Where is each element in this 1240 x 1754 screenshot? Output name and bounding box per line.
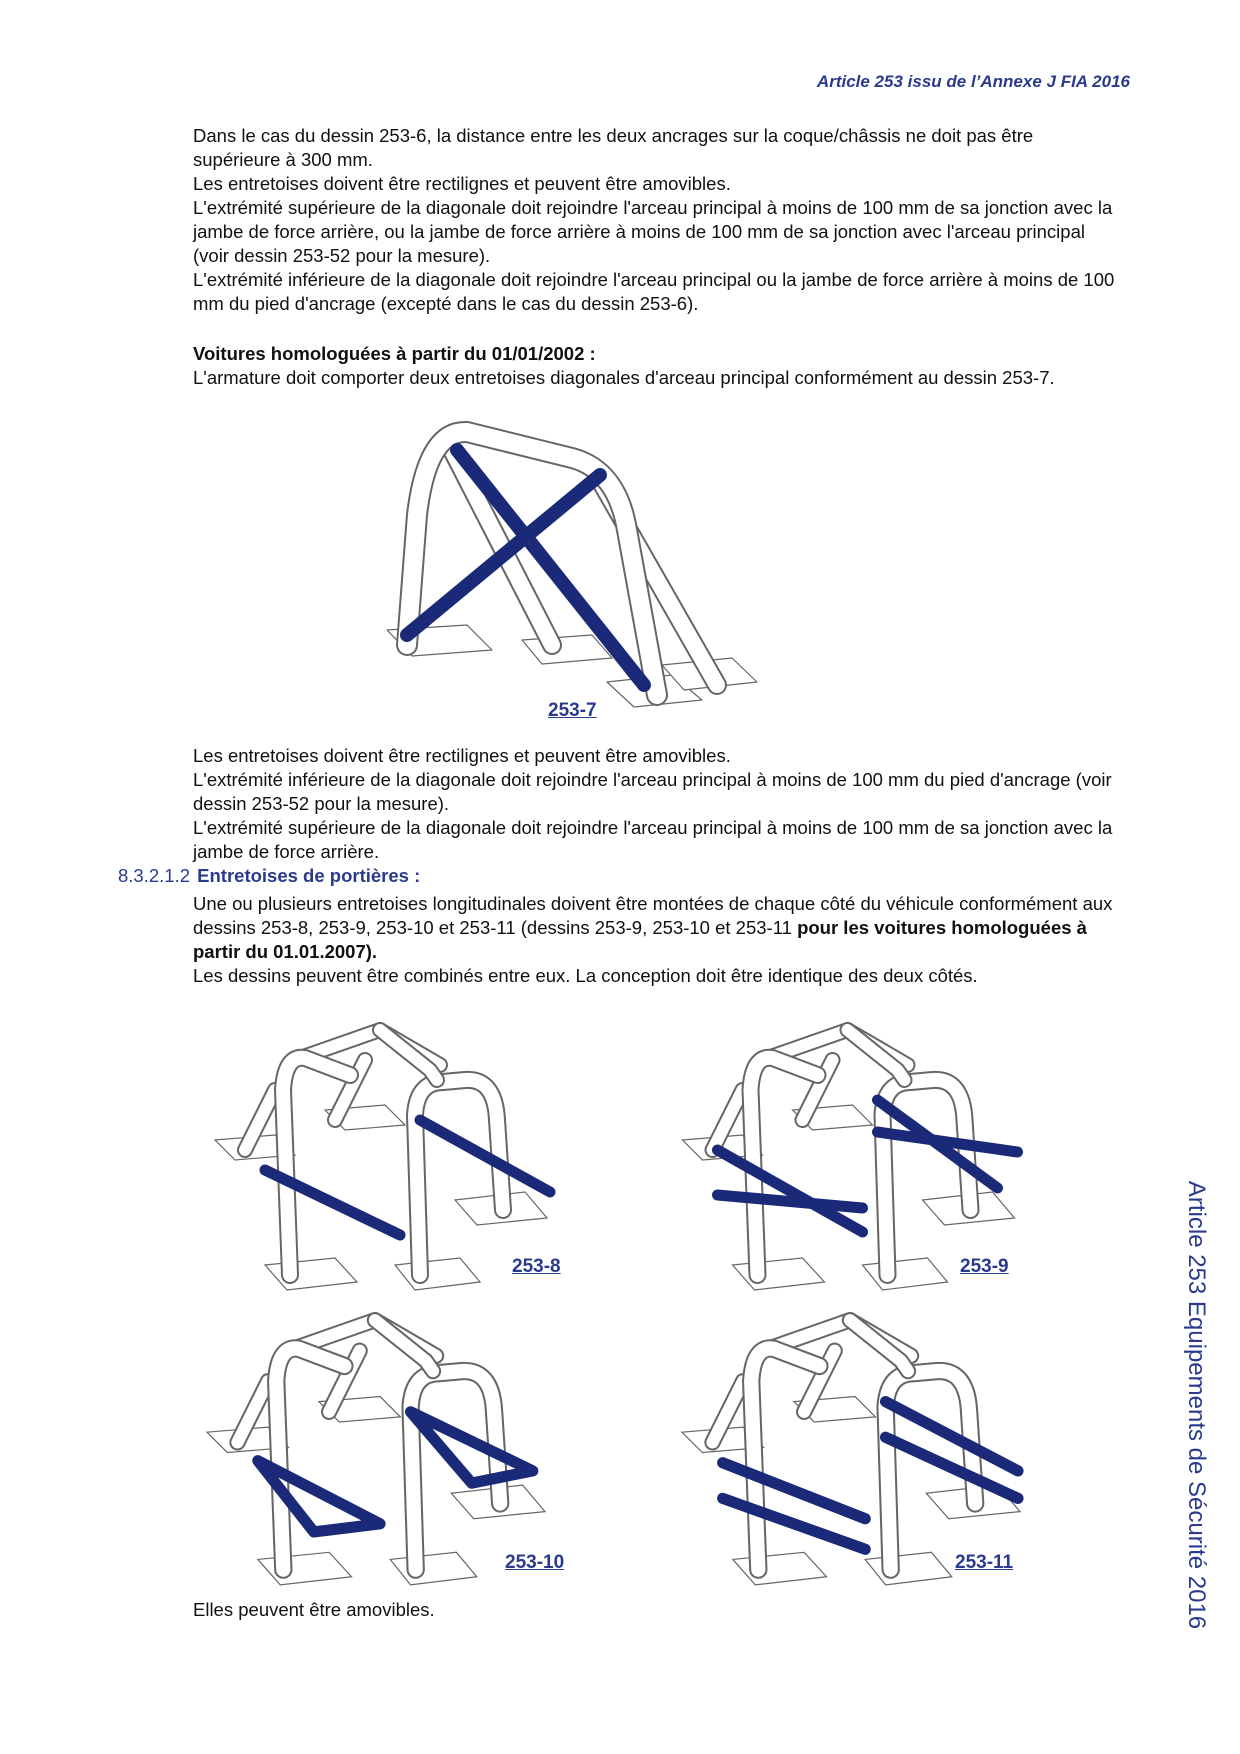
paragraph: Les dessins peuvent être combinés entre eux. La conception doit être identique des deux côtés. [193,965,978,986]
caption-253-7: 253-7 [548,700,597,721]
section-title: Entretoises de portières : [197,865,421,886]
figure-253-9 [650,1020,1050,1295]
paragraph: L'extrémité supérieure de la diagonale doit rejoindre l'arceau principal à moins de 100 mm de sa jonction avec la jambe de force arrière, ou la jambe de force arrière à moins de 100 mm de sa jonction avec l'arceau principal (voir dessin 253-52 pour la mesure). [193,197,1113,266]
caption-253-11: 253-11 [955,1552,1014,1573]
paragraph: Les entretoises doivent être rectilignes et peuvent être amovibles. [193,173,731,194]
paragraph-bold-text: pour les voitures homologuées à partir du 01.01.2007). [193,917,1087,962]
mid-paragraphs [193,744,1123,864]
paragraph: L'armature doit comporter deux entretoises diagonales d'arceau principal conformément au dessin 253-7. [193,367,1055,388]
figure-253-7 [372,420,812,710]
paragraph: L'extrémité supérieure de la diagonale doit rejoindre l'arceau principal à moins de 100 mm de sa jonction avec la jambe de force arrière. [193,817,1113,862]
paragraph-text: Une ou plusieurs entretoises longitudinales doivent être montées de chaque côté du véhicule conformément aux dessins 253-8, 253-9, 253-10 et 253-11 (dessins 253-9, 253-10 et 253-11 [193,893,1113,938]
figure-253-11 [655,1310,1050,1590]
paragraph: Elles peuvent être amovibles. [193,1599,435,1620]
paragraph: Les entretoises doivent être rectilignes et peuvent être amovibles. [193,745,731,766]
section-paragraphs [193,892,1123,988]
figure-253-10 [195,1310,560,1590]
side-title [1180,1155,1212,1655]
paragraph: L'extrémité inférieure de la diagonale doit rejoindre l'arceau principal ou la jambe de force arrière à moins de 100 mm du pied d'ancrage (excepté dans le cas du dessin 253-6). [193,269,1115,314]
homologation-block [193,342,1123,390]
caption-253-9: 253-9 [960,1256,1009,1277]
section-number: 8.3.2.1.2 [118,865,191,886]
caption-253-10: 253-10 [505,1552,565,1573]
running-header: Article 253 issu de l’Annexe J FIA 2016 [816,72,1130,91]
section-heading [118,864,420,888]
side-title-text: Article 253 Equipements de Sécurité 2016 [1183,1180,1210,1630]
paragraph: L'extrémité inférieure de la diagonale doit rejoindre l'arceau principal à moins de 100 mm du pied d'ancrage (voir dessin 253-52 pour la mesure). [193,769,1112,814]
paragraph: Dans le cas du dessin 253-6, la distance entre les deux ancrages sur la coque/châssis ne doit pas être supérieure à 300 mm. [193,125,1034,170]
caption-253-8: 253-8 [512,1256,561,1277]
intro-paragraphs [193,124,1123,316]
closing-paragraph [193,1598,1123,1622]
figure-253-8 [205,1020,560,1295]
paragraph [193,892,1123,964]
homologation-heading: Voitures homologuées à partir du 01/01/2002 : [193,343,596,364]
